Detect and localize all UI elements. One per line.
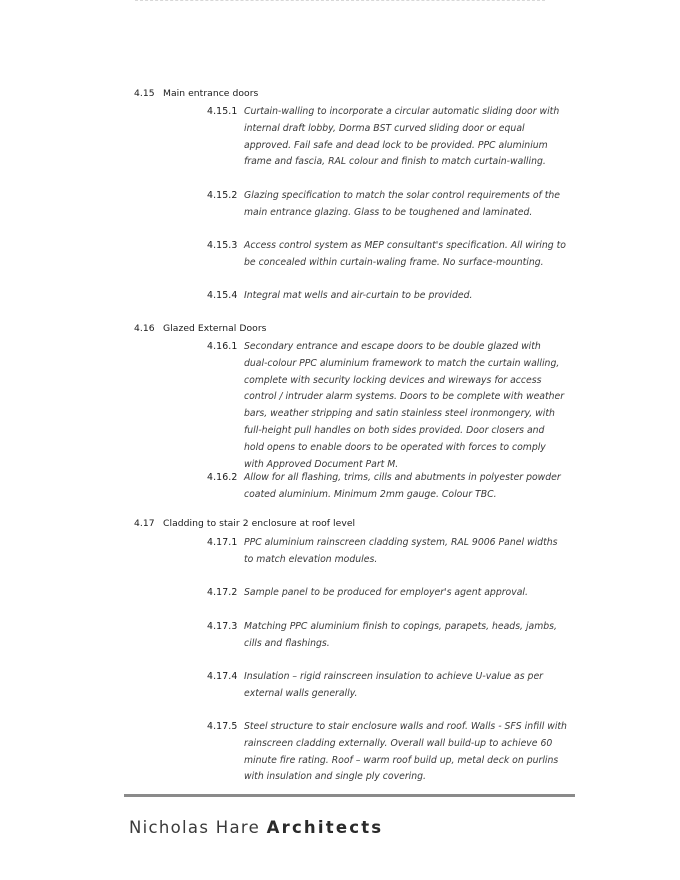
firm-name: Nicholas Hare: [129, 818, 261, 837]
clause-text: Insulation – rigid rainscreen insulation to achieve U-value as per external walls generally.: [244, 671, 543, 699]
clause: [207, 719, 567, 786]
section-title: Main entrance doors: [163, 88, 259, 99]
clause-number: 4.16.2: [207, 472, 238, 483]
footer-divider: [124, 794, 575, 797]
section-title: Glazed External Doors: [163, 323, 267, 334]
clause-number: 4.17.5: [207, 721, 238, 732]
clause-number: 4.17.3: [207, 621, 238, 632]
clause-text: Secondary entrance and escape doors to be double glazed with dual-colour PPC aluminium framework to match the curtain walling, complete with security locking devices and wireways for access control / intruder alarm systems. Doors to be complete with weather bars, weather stripping and satin stainless steel ironmongery, with full-height pull handles on both sides provided. Door closers and hold opens to enable doors to be operated with forces to comply with Approved Document Part M.: [244, 341, 565, 470]
clause: [207, 535, 567, 569]
clause-number: 4.16.1: [207, 341, 238, 352]
clause-text: Allow for all flashing, trims, cills and abutments in polyester powder coated aluminium. Minimum 2mm gauge. Colour TBC.: [244, 472, 561, 500]
clause-text: Matching PPC aluminium finish to copings, parapets, heads, jambs, cills and flashings.: [244, 621, 557, 649]
clause-number: 4.17.2: [207, 587, 238, 598]
section-number: 4.15: [134, 88, 155, 99]
clause: [207, 470, 567, 504]
clause: [207, 188, 567, 222]
firm-suffix: Architects: [266, 818, 384, 837]
clause: [207, 339, 567, 473]
clause-text: Glazing specification to match the solar control requirements of the main entrance glazing. Glass to be toughened and laminated.: [244, 190, 561, 218]
section-number: 4.17: [134, 518, 155, 529]
clause-text: Sample panel to be produced for employer's agent approval.: [244, 587, 528, 598]
clause-text: Access control system as MEP consultant's specification. All wiring to be concealed within curtain-waling frame. No surface-mounting.: [244, 240, 566, 268]
clause-number: 4.17.1: [207, 537, 238, 548]
section-number: 4.16: [134, 323, 155, 334]
clause-number: 4.15.1: [207, 106, 238, 117]
firm-logo: [129, 818, 383, 837]
clause-text: Steel structure to stair enclosure walls and roof. Walls - SFS infill with rainscreen cladding externally. Overall wall build-up to achieve 60 minute fire rating. Roof – warm roof build up, metal deck on purlins with insulation and single ply covering.: [244, 721, 567, 783]
clause-text: Integral mat wells and air-curtain to be provided.: [244, 290, 473, 301]
clause-text: Curtain-walling to incorporate a circular automatic sliding door with internal draft lobby, Dorma BST curved sliding door or equal approved. Fail safe and dead lock to be provided. PPC aluminium frame and fascia, RAL colour and finish to match curtain-walling.: [244, 106, 560, 168]
section-heading: [134, 88, 258, 99]
clause-number: 4.17.4: [207, 671, 238, 682]
section-heading: [134, 323, 267, 334]
clause: [207, 238, 567, 272]
top-divider: [135, 0, 545, 1]
section-heading: [134, 518, 355, 529]
section-title: Cladding to stair 2 enclosure at roof level: [163, 518, 356, 529]
clause-number: 4.15.3: [207, 240, 238, 251]
clause: [207, 104, 567, 171]
clause: [207, 585, 567, 602]
clause-number: 4.15.2: [207, 190, 238, 201]
clause: [207, 619, 567, 653]
clause: [207, 669, 567, 703]
clause-text: PPC aluminium rainscreen cladding system, RAL 9006 Panel widths to match elevation modules.: [244, 537, 558, 565]
clause: [207, 288, 567, 305]
clause-number: 4.15.4: [207, 290, 238, 301]
